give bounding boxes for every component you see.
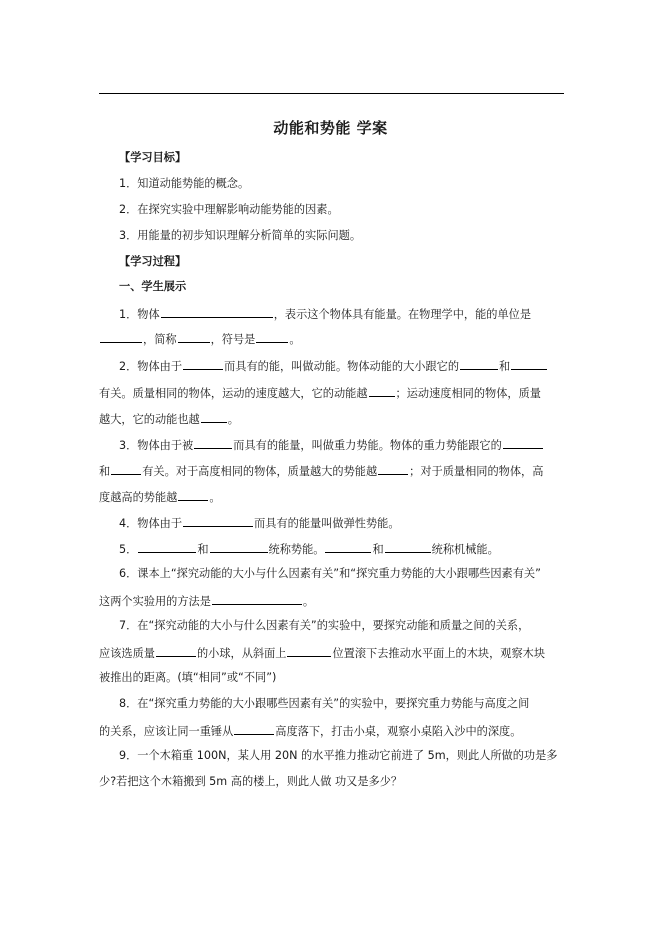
text: 和 [99, 465, 111, 478]
question-7-line-3: 被推出的距离。(填“相同”或“不同”) [99, 671, 277, 684]
answer-blank [256, 330, 288, 343]
question-5 [119, 540, 564, 558]
goal-item: 1．知道动能势能的概念。 [119, 177, 250, 190]
question-9-line-1: 9．一个木箱重 100N，某人用 20N 的水平推力推动它前进了 5m，则此人所做的功是多 [119, 749, 558, 762]
answer-blank [385, 540, 431, 553]
subsection-display: 一、学生展示 [119, 280, 187, 293]
text: 1．物体 [119, 308, 160, 321]
text: 。 [209, 491, 221, 504]
answer-blank [234, 722, 274, 735]
goal-item: 2．在探究实验中理解影响动能势能的因素。 [119, 203, 339, 216]
answer-blank [503, 436, 543, 449]
text: 这两个实验用的方法是 [99, 595, 211, 608]
text: ，表示这个物体具有能量。在物理学中，能的单位是 [273, 308, 532, 321]
answer-blank [100, 330, 142, 343]
question-8-line-1: 8．在“探究重力势能的大小跟哪些因素有关”的实验中，要探究重力势能与高度之间 [119, 697, 530, 710]
text: 高度落下，打击小桌，观察小桌陷入沙中的深度。 [275, 725, 522, 738]
text: 5． [119, 543, 138, 556]
text: 的小球，从斜面上 [196, 647, 287, 660]
question-2-line-1 [119, 357, 564, 375]
answer-blank [111, 462, 141, 475]
text: 3．物体由于被 [119, 439, 194, 452]
answer-blank [178, 330, 210, 343]
question-3-line-2 [99, 462, 564, 480]
text: 4．物体由于 [119, 517, 183, 530]
section-goals: 【学习目标】 [119, 151, 187, 164]
answer-blank [378, 462, 408, 475]
header-rule [99, 93, 564, 94]
answer-blank [369, 384, 395, 397]
question-6-line-2 [99, 592, 564, 610]
question-3-line-3 [99, 488, 564, 506]
text: 而具有的能，叫做动能。物体动能的大小跟它的 [224, 360, 460, 373]
question-2-line-2 [99, 384, 564, 402]
section-process: 【学习过程】 [119, 255, 187, 268]
question-7-line-2 [99, 644, 564, 662]
question-9-line-2: 少?若把这个木箱搬到 5m 高的楼上，则此人做 功又是多少？ [99, 775, 403, 788]
question-1-line-2 [99, 330, 564, 348]
text: 和 [499, 360, 511, 373]
text: 度越高的势能越 [99, 491, 178, 504]
text: ，简称 [143, 333, 177, 346]
text: 。 [227, 413, 239, 426]
text: 应该选质量 [99, 647, 155, 660]
question-6-line-1: 6．课本上“探究动能的大小与什么因素有关”和“探究重力势能的大小跟哪些因素有关” [119, 567, 541, 580]
text: ；对于质量相同的物体，高 [409, 465, 544, 478]
text: 越大，它的动能也越 [99, 413, 200, 426]
text: 和 [372, 543, 384, 556]
answer-blank [161, 305, 273, 318]
question-3-line-1 [119, 436, 564, 454]
text: 而具有的能量，叫做重力势能。物体的重力势能跟它的 [233, 439, 502, 452]
answer-blank [183, 357, 223, 370]
goal-item: 3．用能量的初步知识理解分析简单的实际问题。 [119, 229, 362, 242]
text: ，符号是 [210, 333, 256, 346]
answer-blank [210, 540, 268, 553]
text: 和 [197, 543, 209, 556]
answer-blank [156, 644, 196, 657]
answer-blank [178, 488, 208, 501]
answer-blank [138, 540, 196, 553]
question-2-line-3 [99, 410, 564, 428]
answer-blank [194, 436, 232, 449]
answer-blank [201, 410, 227, 423]
text: 统称机械能。 [431, 543, 499, 556]
question-4 [119, 514, 564, 532]
text: 统称势能。 [268, 543, 325, 556]
text: 。 [289, 333, 301, 346]
text: 。 [302, 595, 315, 608]
answer-blank [183, 514, 253, 527]
question-7-line-1: 7．在“探究动能的大小与什么因素有关”的实验中，要探究动能和质量之间的关系， [119, 619, 530, 632]
text: ；运动速度相同的物体，质量 [395, 387, 541, 400]
question-8-line-2 [99, 722, 564, 740]
answer-blank [212, 592, 302, 605]
answer-blank [511, 357, 547, 370]
text: 2．物体由于 [119, 360, 183, 373]
question-1-line-1 [119, 305, 564, 323]
answer-blank [460, 357, 498, 370]
answer-blank [287, 644, 331, 657]
document-title: 动能和势能 学案 [273, 119, 388, 137]
text: 而具有的能量叫做弹性势能。 [254, 517, 400, 530]
text: 有关。质量相同的物体，运动的速度越大，它的动能越 [99, 387, 368, 400]
text: 位置滚下去推动水平面上的木块，观察木块 [332, 647, 546, 660]
answer-blank [325, 540, 371, 553]
text: 有关。对于高度相同的物体，质量越大的势能越 [142, 465, 378, 478]
text: 的关系，应该让同一重锤从 [99, 725, 234, 738]
